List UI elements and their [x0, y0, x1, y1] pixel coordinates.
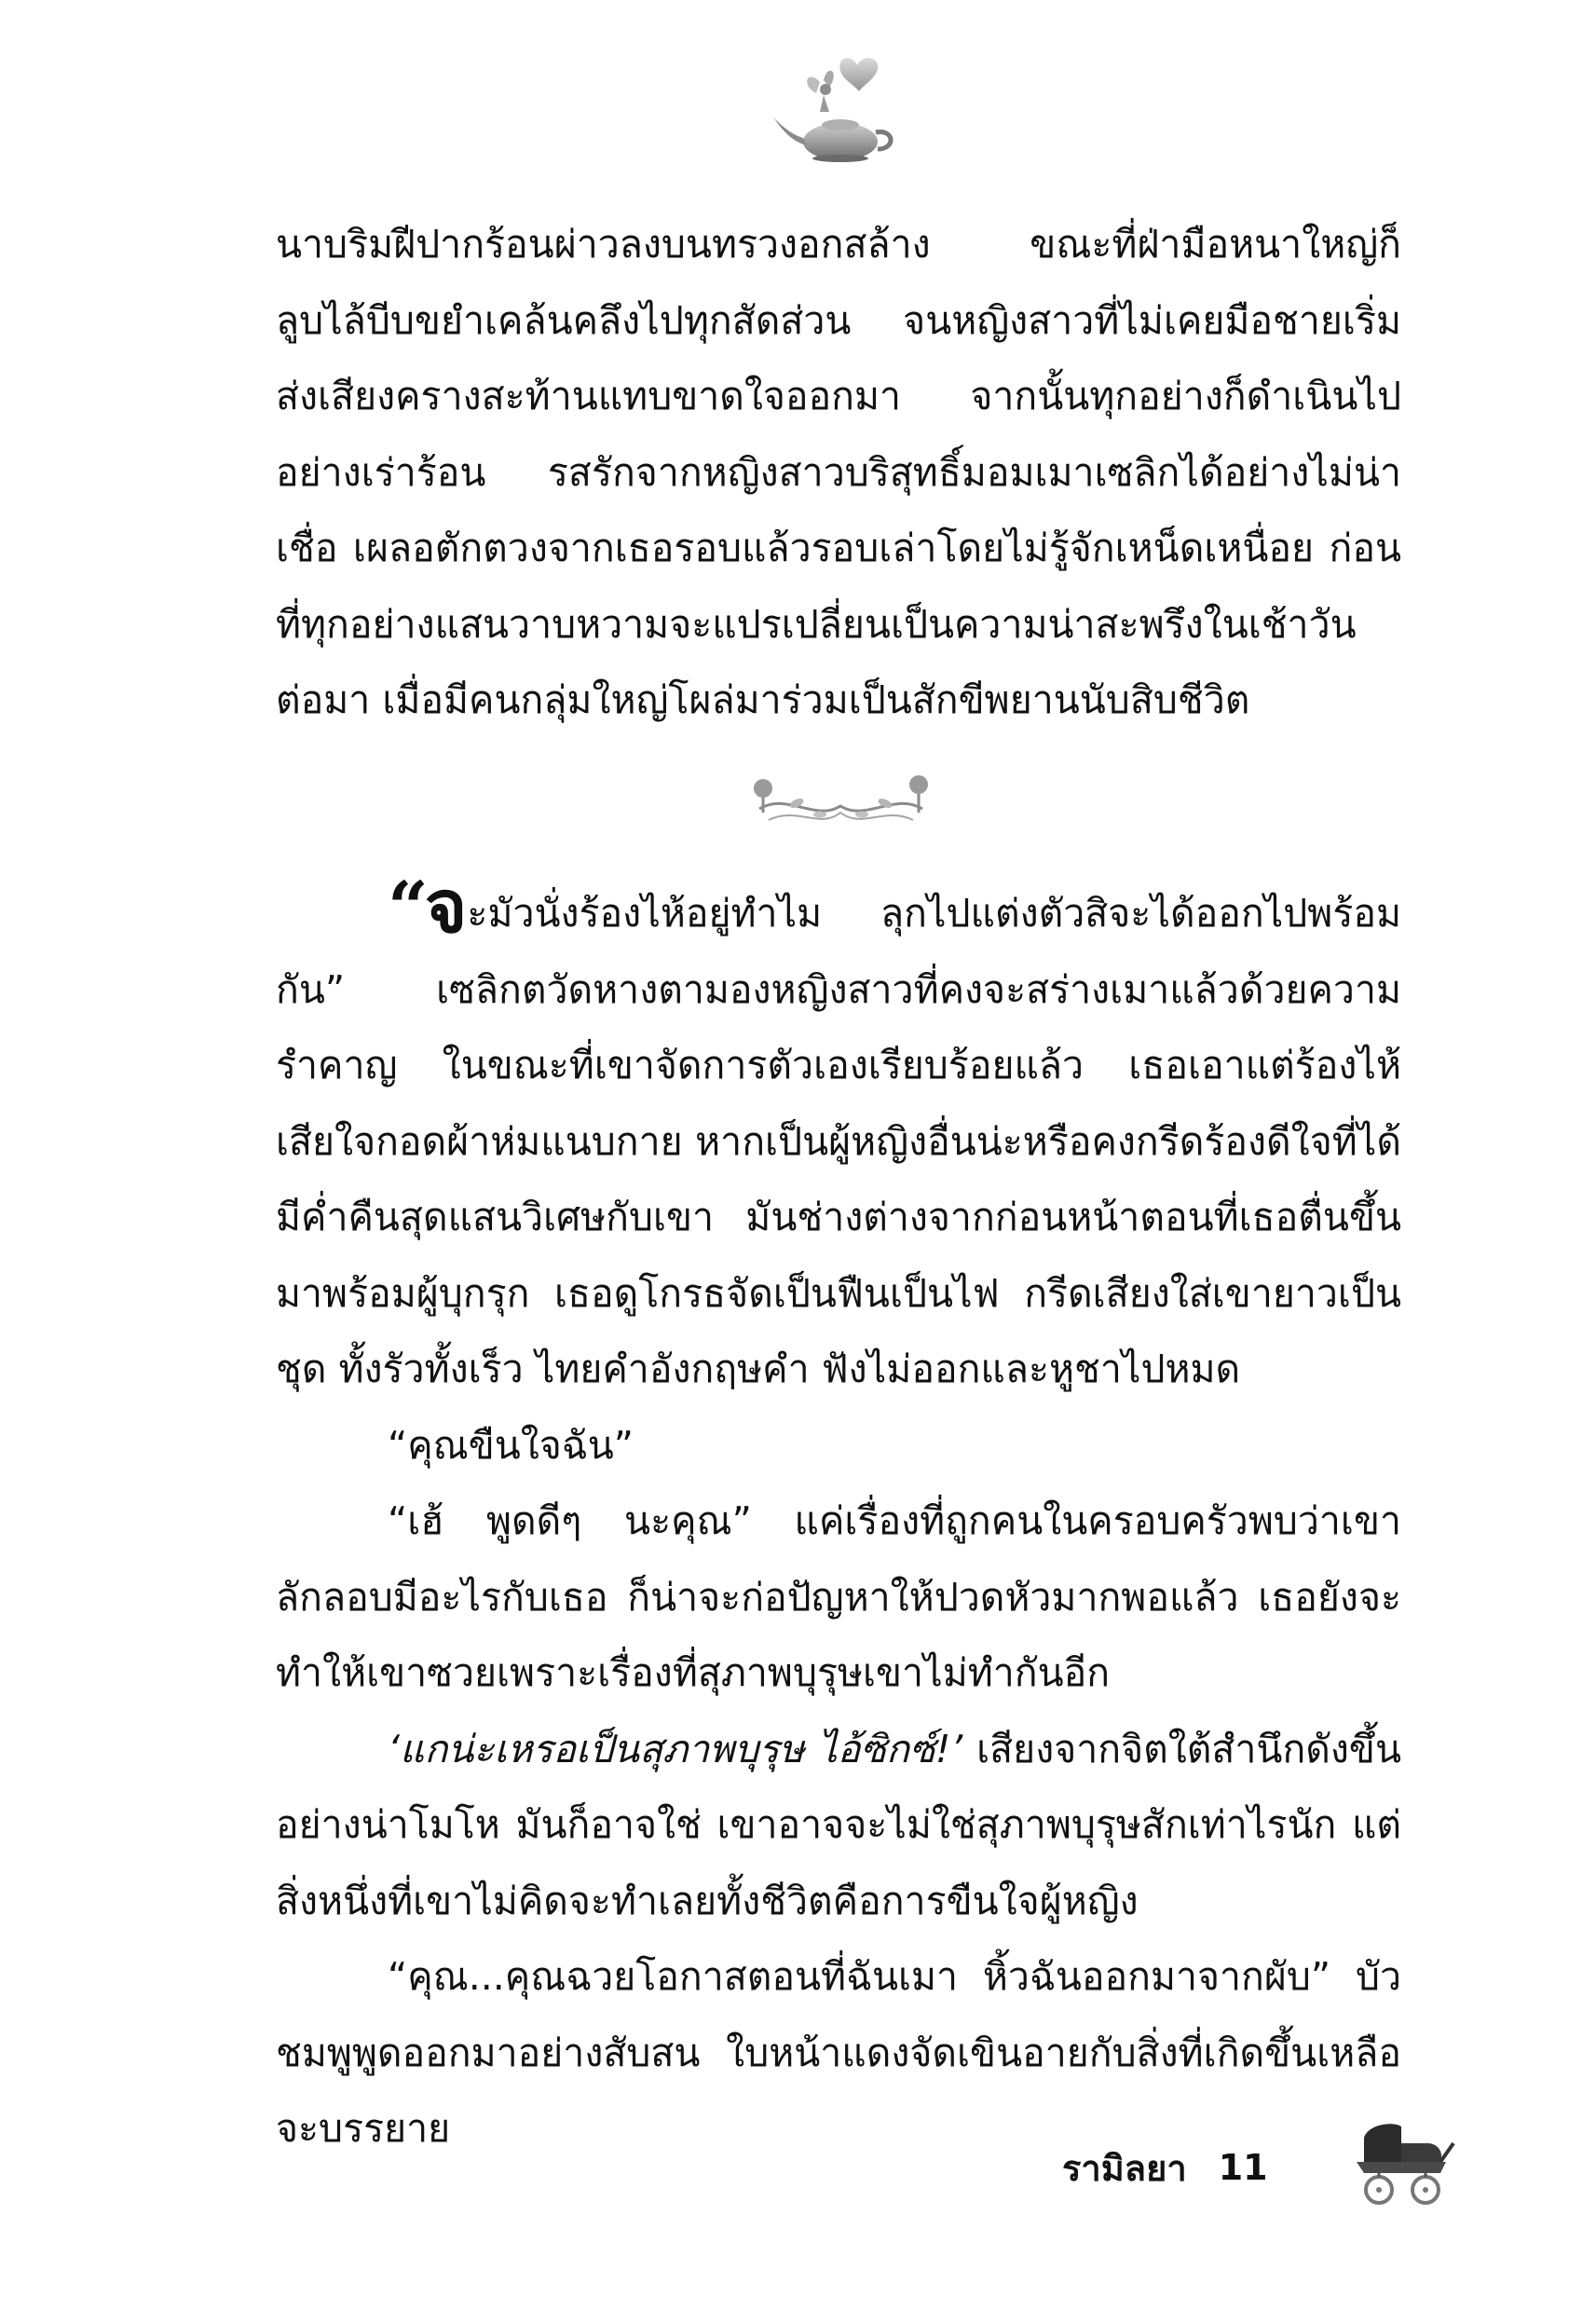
paragraph: “คุณขืนใจฉัน”	[388, 1422, 634, 1468]
paragraph-text: เสียงจากจิตใต้สำนึกดังขึ้นอย่างน่าโมโห มันก็อาจใช่ เขาอาจจะไม่ใช่สุภาพบุรุษสักเท่าไรนัก แต่สิ่งหนึ่งที่เขาไม่คิดจะทำเลยทั้งชีวิตคือการขืนใจผู้หญิง	[276, 1726, 1401, 1923]
paragraph	[276, 866, 1401, 1408]
section-1	[276, 207, 1401, 739]
opening-quote-mark: “	[388, 866, 425, 949]
page-footer	[1062, 2140, 1268, 2195]
section-2	[276, 866, 1401, 2167]
paragraph: “เฮ้ พูดดีๆ นะคุณ” แค่เรื่องที่ถูกคนในครอบครัวพบว่าเขาลักลอบมีอะไรกับเธอ ก็น่าจะก่อปัญหาให้ปวดหัวมากพอแล้ว เธอยังจะทำให้เขาซวยเพราะเรื่องที่สุภาพบุรุษเขาไม่ทำกันอีก	[276, 1498, 1401, 1695]
page-number: 11	[1218, 2147, 1268, 2188]
paragraph-text: ะมัวนั่งร้องไห้อยู่ทำไม ลุกไปแต่งตัวสิจะได้ออกไปพร้อมกัน” เซลิกตวัดหางตามองหญิงสาวที่คงจะสร่างเมาแล้วด้วยความรำคาญ ในขณะที่เขาจัดการตัวเองเรียบร้อยแล้ว เธอเอาแต่ร้องไห้เสียใจกอดผ้าห่มแนบกาย หากเป็นผู้หญิงอื่นน่ะหรือคงกรีดร้องดีใจที่ได้มีค่ำคืนสุดแสนวิเศษกับเขา มันช่างต่างจากก่อนหน้าตอนที่เธอตื่นขึ้นมาพร้อมผู้บุกรุก เธอดูโกรธจัดเป็นฟืนเป็นไฟ กรีดเสียงใส่เขายาวเป็นชุด ทั้งรัวทั้งเร็ว ไทยคำอังกฤษคำ ฟังไม่ออกและหูชาไปหมด	[276, 891, 1401, 1391]
baby-carriage-icon	[1347, 2115, 1459, 2208]
paragraph: นาบริมฝีปากร้อนผ่าวลงบนทรวงอกสล้าง ขณะที่ฝ่ามือหนาใหญ่ก็ลูบไล้บีบขยำเคล้นคลึงไปทุกสัดส่วน จนหญิงสาวที่ไม่เคยมือชายเริ่มส่งเสียงครางสะท้านแทบขาดใจออกมา จากนั้นทุกอย่างก็ดำเนินไปอย่างเร่าร้อน รสรักจากหญิงสาวบริสุทธิ์มอมเมาเซลิกได้อย่างไม่น่าเชื่อ เผลอตักตวงจากเธอรอบแล้วรอบเล่าโดยไม่รู้จักเหน็ดเหนื่อย ก่อนที่ทุกอย่างแสนวาบหวามจะแปรเปลี่ยนเป็นความน่าสะพรึงในเช้าวันต่อมา เมื่อมีคนกลุ่มใหญ่โผล่มาร่วมเป็นสักขีพยานนับสิบชีวิต	[276, 222, 1401, 722]
inner-thought: ‘แกน่ะเหรอเป็นสุภาพบุรุษ ไอ้ซิกซ์!’	[388, 1726, 963, 1771]
paragraph: “คุณ...คุณฉวยโอกาสตอนที่ฉันเมา หิ้วฉันออกมาจากผับ” บัวชมพูพูดออกมาอย่างสับสน ใบหน้าแดงจัดเขินอายกับสิ่งที่เกิดขึ้นเหลือจะบรรยาย	[276, 1954, 1401, 2151]
teapot-and-fairy-ornament-icon	[755, 45, 913, 166]
author-name: รามิลยา	[1062, 2147, 1187, 2189]
opening-drop-letter: จ	[424, 866, 468, 950]
rose-vine-divider-icon	[741, 755, 941, 839]
paragraph	[276, 1712, 1401, 1940]
